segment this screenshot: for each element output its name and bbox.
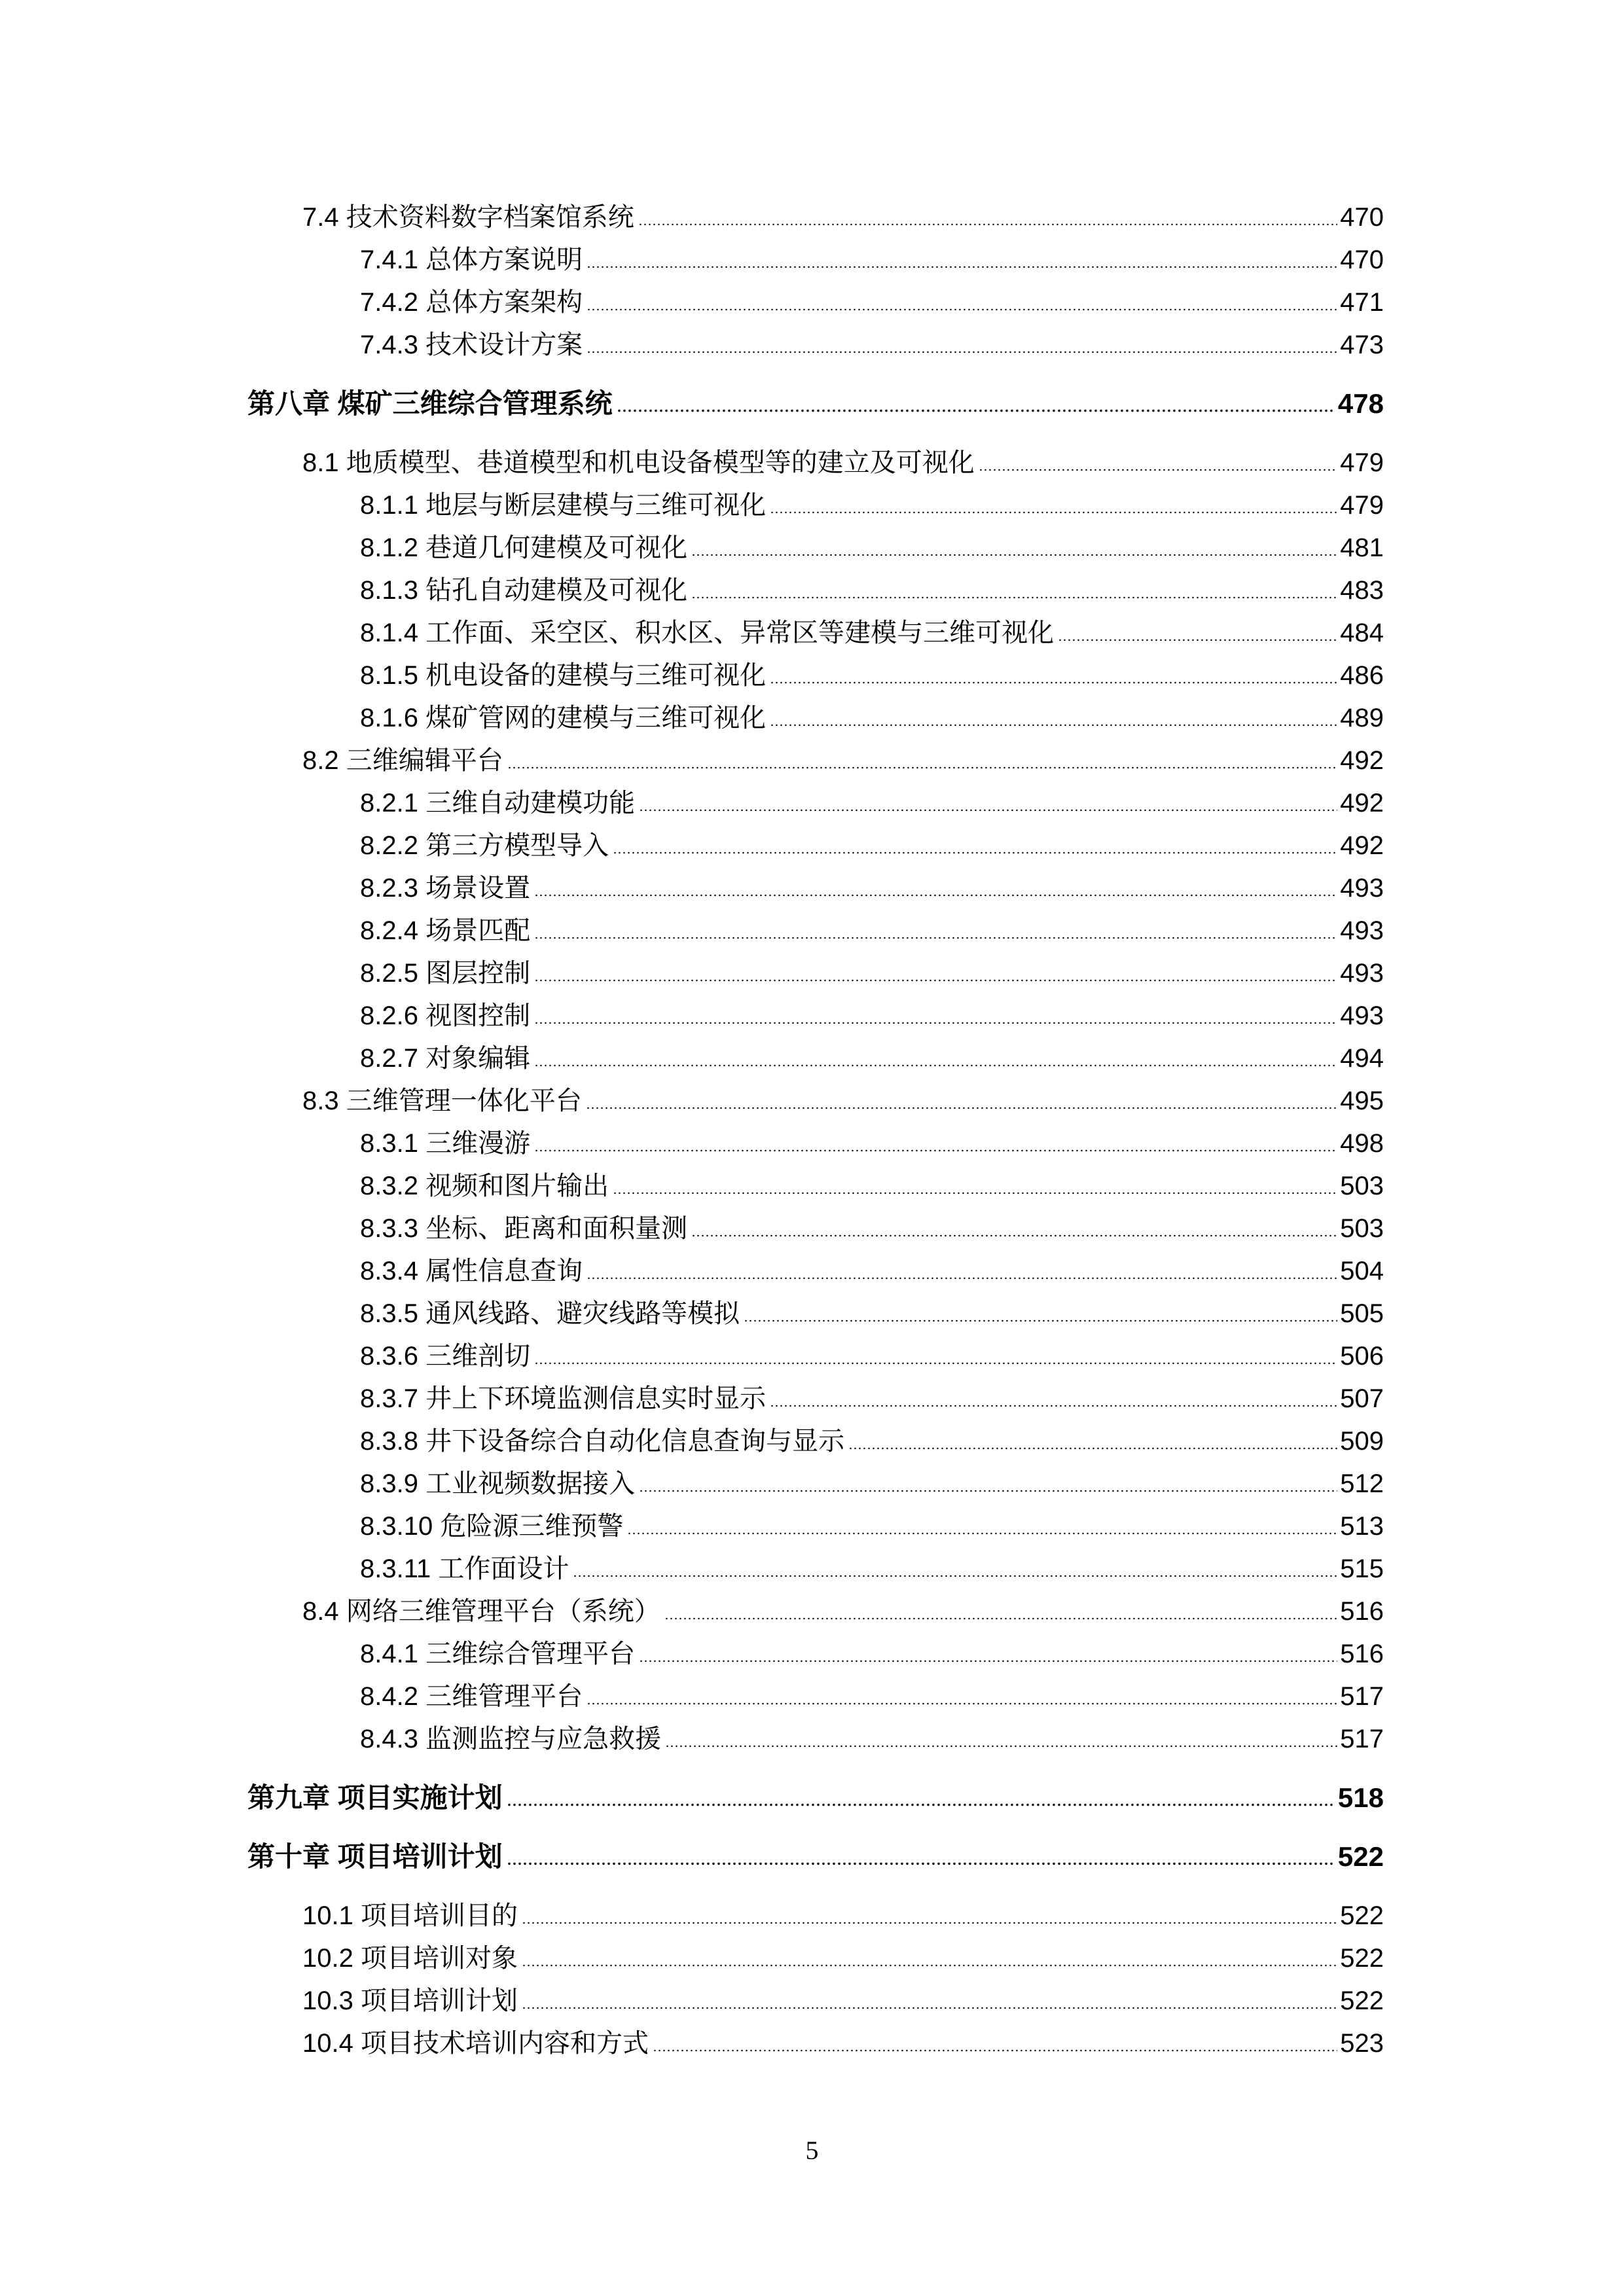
toc-entry-title: 8.2.2 第三方模型导入 xyxy=(360,831,609,860)
toc-entry-page-number: 522 xyxy=(1340,1944,1384,1973)
toc-entry-title: 8.3.9 工业视频数据接入 xyxy=(360,1469,636,1498)
toc-entry-page-number: 516 xyxy=(1340,1640,1384,1668)
toc-entry-title: 8.2.4 场景匹配 xyxy=(360,916,531,945)
dot-leader xyxy=(573,1552,1337,1585)
toc-subsection-entry[interactable] xyxy=(360,1638,1384,1670)
toc-subsection-entry[interactable] xyxy=(360,957,1384,990)
toc-entry-page-number: 523 xyxy=(1340,2029,1384,2058)
toc-entry-title: 8.3.6 三维剖切 xyxy=(360,1342,531,1371)
toc-entry-title: 第九章 项目实施计划 xyxy=(247,1782,503,1813)
dot-leader xyxy=(613,829,1337,862)
toc-subsection-entry[interactable] xyxy=(360,1552,1384,1585)
toc-entry-page-number: 493 xyxy=(1340,874,1384,903)
toc-entry-page-number: 522 xyxy=(1337,1841,1384,1872)
toc-section-entry[interactable] xyxy=(302,201,1384,234)
toc-entry-title: 8.2.5 图层控制 xyxy=(360,959,531,988)
toc-subsection-entry[interactable] xyxy=(360,617,1384,649)
toc-section-entry[interactable] xyxy=(302,1984,1384,2017)
dot-leader xyxy=(522,1899,1337,1932)
toc-entry-title: 10.2 项目培训对象 xyxy=(302,1944,518,1973)
dot-leader xyxy=(770,1382,1337,1415)
toc-chapter-entry[interactable] xyxy=(247,1782,1384,1814)
toc-entry-page-number: 509 xyxy=(1340,1427,1384,1456)
toc-entry-title: 8.4.1 三维综合管理平台 xyxy=(360,1640,636,1668)
toc-entry-page-number: 518 xyxy=(1337,1782,1384,1813)
toc-entry-page-number: 503 xyxy=(1340,1172,1384,1200)
toc-entry-page-number: 513 xyxy=(1340,1512,1384,1541)
dot-leader xyxy=(534,872,1337,905)
toc-entry-page-number: 498 xyxy=(1340,1129,1384,1158)
toc-entry-page-number: 478 xyxy=(1337,388,1384,419)
toc-subsection-entry[interactable] xyxy=(360,1170,1384,1202)
toc-entry-title: 8.3.8 井下设备综合自动化信息查询与显示 xyxy=(360,1427,845,1456)
toc-subsection-entry[interactable] xyxy=(360,829,1384,862)
page-number: 5 xyxy=(805,2136,819,2165)
dot-leader xyxy=(613,1170,1337,1202)
toc-entry-title: 8.3.11 工作面设计 xyxy=(360,1554,569,1583)
toc-entry-page-number: 492 xyxy=(1340,831,1384,860)
toc-entry-title: 8.2.3 场景设置 xyxy=(360,874,531,903)
toc-subsection-entry[interactable] xyxy=(360,1127,1384,1160)
dot-leader xyxy=(691,1212,1337,1245)
toc-entry-title: 8.3.2 视频和图片输出 xyxy=(360,1172,609,1200)
toc-entry-title: 8.1.5 机电设备的建模与三维可视化 xyxy=(360,661,767,690)
toc-section-entry[interactable] xyxy=(302,1595,1384,1628)
toc-entry-title: 8.2 三维编辑平台 xyxy=(302,746,503,775)
dot-leader xyxy=(534,1042,1337,1075)
toc-subsection-entry[interactable] xyxy=(360,1510,1384,1543)
toc-entry-page-number: 517 xyxy=(1340,1682,1384,1711)
dot-leader xyxy=(586,1680,1337,1713)
toc-entry-title: 8.4 网络三维管理平台（系统） xyxy=(302,1597,660,1626)
toc-subsection-entry[interactable] xyxy=(360,1680,1384,1713)
toc-section-entry[interactable] xyxy=(302,2027,1384,2060)
dot-leader xyxy=(522,1984,1337,2017)
toc-entry-title: 8.2.7 对象编辑 xyxy=(360,1044,531,1073)
dot-leader xyxy=(522,1942,1337,1975)
dot-leader xyxy=(586,243,1337,276)
dot-leader xyxy=(534,914,1337,947)
toc-entry-page-number: 479 xyxy=(1340,491,1384,520)
dot-leader xyxy=(691,531,1337,564)
toc-subsection-entry[interactable] xyxy=(360,1382,1384,1415)
toc-entry-title: 7.4.1 总体方案说明 xyxy=(360,245,583,274)
toc-entry-page-number: 495 xyxy=(1340,1086,1384,1115)
toc-entry-title: 8.3.10 危险源三维预警 xyxy=(360,1512,624,1541)
toc-entry-title: 8.4.3 监测监控与应急救援 xyxy=(360,1725,662,1753)
toc-entry-title: 7.4 技术资料数字档案馆系统 xyxy=(302,203,634,232)
toc-entry-page-number: 492 xyxy=(1340,746,1384,775)
dot-leader xyxy=(848,1425,1337,1458)
dot-leader xyxy=(586,329,1337,361)
toc-entry-page-number: 484 xyxy=(1340,619,1384,647)
toc-entry-page-number: 473 xyxy=(1340,331,1384,359)
toc-entry-title: 8.3.1 三维漫游 xyxy=(360,1129,531,1158)
toc-section-entry[interactable] xyxy=(302,1942,1384,1975)
dot-leader xyxy=(770,489,1337,522)
toc-subsection-entry[interactable] xyxy=(360,1723,1384,1755)
toc-subsection-entry[interactable] xyxy=(360,1042,1384,1075)
toc-entry-page-number: 493 xyxy=(1340,916,1384,945)
toc-entry-title: 8.2.6 视图控制 xyxy=(360,1001,531,1030)
toc-entry-title: 10.4 项目技术培训内容和方式 xyxy=(302,2029,649,2058)
toc-entry-title: 第八章 煤矿三维综合管理系统 xyxy=(247,388,613,419)
toc-entry-title: 8.4.2 三维管理平台 xyxy=(360,1682,583,1711)
toc-entry-title: 8.1.1 地层与断层建模与三维可视化 xyxy=(360,491,767,520)
toc-subsection-entry[interactable] xyxy=(360,329,1384,361)
dot-leader xyxy=(534,957,1337,990)
toc-subsection-entry[interactable] xyxy=(360,286,1384,319)
toc-entry-page-number: 522 xyxy=(1340,1901,1384,1930)
dot-leader xyxy=(770,659,1337,692)
toc-entry-page-number: 493 xyxy=(1340,959,1384,988)
toc-entry-page-number: 493 xyxy=(1340,1001,1384,1030)
dot-leader xyxy=(617,387,1335,420)
toc-section-entry[interactable] xyxy=(302,446,1384,479)
toc-entry-page-number: 507 xyxy=(1340,1384,1384,1413)
toc-entry-title: 8.1 地质模型、巷道模型和机电设备模型等的建立及可视化 xyxy=(302,448,975,477)
toc-entry-title: 8.3.3 坐标、距离和面积量测 xyxy=(360,1214,688,1243)
toc-section-entry[interactable] xyxy=(302,1899,1384,1932)
toc-entry-page-number: 515 xyxy=(1340,1554,1384,1583)
dot-leader xyxy=(979,446,1338,479)
toc-subsection-entry[interactable] xyxy=(360,914,1384,947)
toc-section-entry[interactable] xyxy=(302,1085,1384,1117)
dot-leader xyxy=(507,1782,1335,1814)
dot-leader xyxy=(586,1255,1337,1287)
toc-subsection-entry[interactable] xyxy=(360,531,1384,564)
toc-entry-page-number: 506 xyxy=(1340,1342,1384,1371)
toc-subsection-entry[interactable] xyxy=(360,1340,1384,1372)
toc-section-entry[interactable] xyxy=(302,744,1384,777)
dot-leader xyxy=(639,1467,1337,1500)
dot-leader xyxy=(744,1297,1337,1330)
toc-entry-page-number: 503 xyxy=(1340,1214,1384,1243)
dot-leader xyxy=(534,1127,1337,1160)
toc-chapter-entry[interactable] xyxy=(247,1840,1384,1873)
toc-subsection-entry[interactable] xyxy=(360,489,1384,522)
toc-entry-page-number: 481 xyxy=(1340,533,1384,562)
toc-entry-title: 8.3.7 井上下环境监测信息实时显示 xyxy=(360,1384,767,1413)
toc-entry-page-number: 504 xyxy=(1340,1257,1384,1285)
toc-entry-title: 第十章 项目培训计划 xyxy=(247,1841,503,1872)
dot-leader xyxy=(534,1340,1337,1372)
toc-entry-page-number: 522 xyxy=(1340,1986,1384,2015)
toc-subsection-entry[interactable] xyxy=(360,872,1384,905)
dot-leader xyxy=(638,201,1338,234)
dot-leader xyxy=(534,999,1337,1032)
dot-leader xyxy=(639,1638,1337,1670)
toc-subsection-entry[interactable] xyxy=(360,1467,1384,1500)
toc-subsection-entry[interactable] xyxy=(360,659,1384,692)
toc-entry-title: 7.4.2 总体方案架构 xyxy=(360,288,583,317)
toc-subsection-entry[interactable] xyxy=(360,1212,1384,1245)
dot-leader xyxy=(586,1085,1338,1117)
toc-entry-title: 8.2.1 三维自动建模功能 xyxy=(360,789,636,817)
toc-entry-page-number: 470 xyxy=(1340,245,1384,274)
toc-entry-page-number: 471 xyxy=(1340,288,1384,317)
toc-subsection-entry[interactable] xyxy=(360,999,1384,1032)
dot-leader xyxy=(665,1723,1337,1755)
toc-entry-title: 8.3.5 通风线路、避灾线路等模拟 xyxy=(360,1299,740,1328)
toc-entry-title: 10.1 项目培训目的 xyxy=(302,1901,518,1930)
toc-subsection-entry[interactable] xyxy=(360,243,1384,276)
toc-subsection-entry[interactable] xyxy=(360,702,1384,734)
toc-subsection-entry[interactable] xyxy=(360,1255,1384,1287)
toc-entry-title: 7.4.3 技术设计方案 xyxy=(360,331,583,359)
toc-entry-title: 8.1.2 巷道几何建模及可视化 xyxy=(360,533,688,562)
toc-entry-title: 10.3 项目培训计划 xyxy=(302,1986,518,2015)
toc-subsection-entry[interactable] xyxy=(360,1297,1384,1330)
toc-entry-page-number: 512 xyxy=(1340,1469,1384,1498)
toc-entry-title: 8.1.6 煤矿管网的建模与三维可视化 xyxy=(360,704,767,732)
toc-entry-page-number: 483 xyxy=(1340,576,1384,605)
dot-leader xyxy=(664,1595,1338,1628)
toc-subsection-entry[interactable] xyxy=(360,1425,1384,1458)
toc-entry-page-number: 517 xyxy=(1340,1725,1384,1753)
dot-leader xyxy=(627,1510,1337,1543)
toc-entry-page-number: 516 xyxy=(1340,1597,1384,1626)
toc-subsection-entry[interactable] xyxy=(360,574,1384,607)
toc-entry-page-number: 479 xyxy=(1340,448,1384,477)
toc-entry-page-number: 489 xyxy=(1340,704,1384,732)
dot-leader xyxy=(507,1840,1335,1873)
toc-entry-page-number: 470 xyxy=(1340,203,1384,232)
dot-leader xyxy=(770,702,1337,734)
toc-subsection-entry[interactable] xyxy=(360,787,1384,819)
dot-leader xyxy=(691,574,1337,607)
toc-entry-title: 8.3.4 属性信息查询 xyxy=(360,1257,583,1285)
dot-leader xyxy=(586,286,1337,319)
toc-entry-title: 8.1.4 工作面、采空区、积水区、异常区等建模与三维可视化 xyxy=(360,619,1055,647)
dot-leader xyxy=(639,787,1337,819)
dot-leader xyxy=(653,2027,1337,2060)
toc-entry-title: 8.3 三维管理一体化平台 xyxy=(302,1086,582,1115)
toc-chapter-entry[interactable] xyxy=(247,387,1384,420)
toc-entry-page-number: 505 xyxy=(1340,1299,1384,1328)
dot-leader xyxy=(507,744,1338,777)
toc-entry-page-number: 486 xyxy=(1340,661,1384,690)
toc-entry-title: 8.1.3 钻孔自动建模及可视化 xyxy=(360,576,688,605)
dot-leader xyxy=(1058,617,1337,649)
toc-entry-page-number: 494 xyxy=(1340,1044,1384,1073)
toc-entry-page-number: 492 xyxy=(1340,789,1384,817)
